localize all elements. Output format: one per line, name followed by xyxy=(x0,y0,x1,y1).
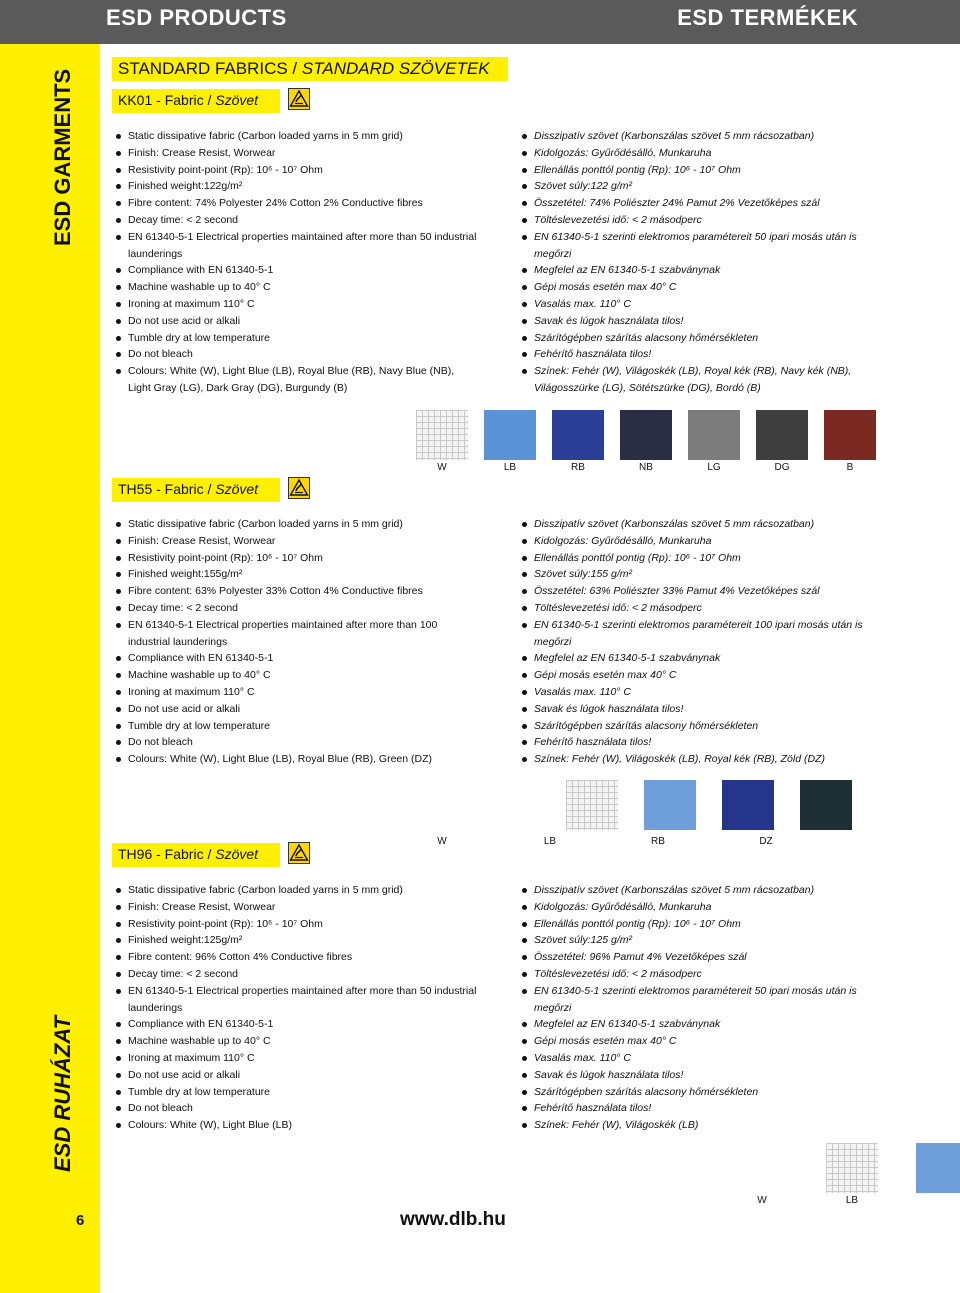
spec-item: Savak és lúgok használata tilos! xyxy=(522,1067,884,1084)
section-title-en: STANDARD FABRICS / xyxy=(118,59,302,78)
fabric-swatch-nb xyxy=(620,410,672,460)
product-code-hu: Szövet xyxy=(215,481,259,497)
spec-item: Colours: White (W), Light Blue (LB), Royal Blue (RB), Green (DZ) xyxy=(116,751,478,768)
spec-item: Vasalás max. 110° C xyxy=(522,1050,884,1067)
spec-item: Compliance with EN 61340-5-1 xyxy=(116,262,478,279)
spec-item: Ironing at maximum 110° C xyxy=(116,684,478,701)
spec-item: Finish: Crease Resist, Worwear xyxy=(116,533,478,550)
spec-item: Machine washable up to 40° C xyxy=(116,279,478,296)
spec-list-hu xyxy=(522,516,884,768)
fabric-swatch-lb xyxy=(916,1143,960,1193)
spec-item: Finished weight:125g/m² xyxy=(116,932,478,949)
section-title-hu: STANDARD SZÖVETEK xyxy=(301,59,490,78)
spec-item: Static dissipative fabric (Carbon loaded yarns in 5 mm grid) xyxy=(116,882,478,899)
spec-item: Do not use acid or alkali xyxy=(116,1067,478,1084)
spec-item: Tumble dry at low temperature xyxy=(116,718,478,735)
spec-item: Fibre content: 63% Polyester 33% Cotton 4% Conductive fibres xyxy=(116,583,478,600)
spec-item: Ironing at maximum 110° C xyxy=(116,1050,478,1067)
spec-item: Megfelel az EN 61340-5-1 szabványnak xyxy=(522,650,884,667)
spec-item: Gépi mosás esetén max 40° C xyxy=(522,1033,884,1050)
spec-item: Do not use acid or alkali xyxy=(116,701,478,718)
spec-item: Színek: Fehér (W), Világoskék (LB), Royal kék (RB), Zöld (DZ) xyxy=(522,751,884,768)
spec-item: Színek: Fehér (W), Világoskék (LB) xyxy=(522,1117,884,1134)
spec-item: Resistivity point-point (Rp): 10⁶ - 10⁷ Ohm xyxy=(116,550,478,567)
spec-list-en xyxy=(116,516,478,768)
spec-item: Töltéslevezetési idő: < 2 másodperc xyxy=(522,966,884,983)
spec-item: Fehérítő használata tilos! xyxy=(522,1100,884,1117)
spec-item: Savak és lúgok használata tilos! xyxy=(522,701,884,718)
product-title xyxy=(112,843,280,867)
fabric-swatch-b xyxy=(824,410,876,460)
spec-item: Static dissipative fabric (Carbon loaded yarns in 5 mm grid) xyxy=(116,516,478,533)
fabric-swatch-lb xyxy=(484,410,536,460)
spec-item: Decay time: < 2 second xyxy=(116,600,478,617)
spec-item: Do not use acid or alkali xyxy=(116,313,478,330)
spec-item: Do not bleach xyxy=(116,346,478,363)
spec-item: Disszipatív szövet (Karbonszálas szövet 5 mm rácsozatban) xyxy=(522,882,884,899)
swatch-label: DG xyxy=(774,462,790,473)
spec-item: Fibre content: 96% Cotton 4% Conductive fibres xyxy=(116,949,478,966)
fabric-swatch-lb xyxy=(644,780,696,830)
page-header xyxy=(0,0,960,44)
spec-item: EN 61340-5-1 szerinti elektromos paramétereit 50 ipari mosás után is megőrzi xyxy=(522,229,884,263)
fabric-swatch-rb xyxy=(552,410,604,460)
spec-item: Decay time: < 2 second xyxy=(116,212,478,229)
spec-item: Compliance with EN 61340-5-1 xyxy=(116,650,478,667)
spec-item: EN 61340-5-1 szerinti elektromos paramétereit 50 ipari mosás után is megőrzi xyxy=(522,983,884,1017)
spec-item: Finish: Crease Resist, Worwear xyxy=(116,145,478,162)
spec-item: Tumble dry at low temperature xyxy=(116,330,478,347)
spec-item: Gépi mosás esetén max 40° C xyxy=(522,279,884,296)
fabric-swatch-w xyxy=(566,780,618,830)
spec-item: Resistivity point-point (Rp): 10⁶ - 10⁷ Ohm xyxy=(116,916,478,933)
spec-item: Disszipatív szövet (Karbonszálas szövet 5 mm rácsozatban) xyxy=(522,128,884,145)
spec-item: Ellenállás ponttól pontig (Rp): 10⁶ - 10⁷ Ohm xyxy=(522,162,884,179)
spec-item: Fibre content: 74% Polyester 24% Cotton 2% Conductive fibres xyxy=(116,195,478,212)
fabric-swatch-dz xyxy=(800,780,852,830)
spec-item: Finished weight:155g/m² xyxy=(116,566,478,583)
spec-item: Gépi mosás esetén max 40° C xyxy=(522,667,884,684)
section-title xyxy=(112,57,508,81)
swatch-label: DZ xyxy=(759,836,773,847)
spec-item: Összetétel: 74% Poliészter 24% Pamut 2% Vezetőképes szál xyxy=(522,195,884,212)
spec-item: Megfelel az EN 61340-5-1 szabványnak xyxy=(522,1016,884,1033)
product-code: KK01 - Fabric / xyxy=(118,92,216,108)
spec-item: Szövet súly:122 g/m² xyxy=(522,178,884,195)
spec-item: Do not bleach xyxy=(116,1100,478,1117)
spec-item: Savak és lúgok használata tilos! xyxy=(522,313,884,330)
spec-item: Ellenállás ponttól pontig (Rp): 10⁶ - 10⁷ Ohm xyxy=(522,550,884,567)
spec-item: Töltéslevezetési idő: < 2 másodperc xyxy=(522,600,884,617)
spec-item: Vasalás max. 110° C xyxy=(522,296,884,313)
spec-item: Disszipatív szövet (Karbonszálas szövet 5 mm rácsozatban) xyxy=(522,516,884,533)
spec-item: EN 61340-5-1 Electrical properties maintained after more than 50 industrial launderings xyxy=(116,983,478,1017)
sidebar-label-en: ESD GARMENTS xyxy=(50,68,75,246)
swatch-label: W xyxy=(437,462,447,473)
spec-item: Szárítógépben szárítás alacsony hőmérsékleten xyxy=(522,718,884,735)
swatch-label: RB xyxy=(571,462,585,473)
spec-item: Finish: Crease Resist, Worwear xyxy=(116,899,478,916)
spec-item: Machine washable up to 40° C xyxy=(116,667,478,684)
spec-item: Tumble dry at low temperature xyxy=(116,1084,478,1101)
fabric-swatch-w xyxy=(416,410,468,460)
product-title xyxy=(112,478,280,502)
header-title-en: ESD PRODUCTS xyxy=(106,5,287,30)
swatch-label: LB xyxy=(503,462,517,473)
spec-item: Decay time: < 2 second xyxy=(116,966,478,983)
fabric-swatch-dg xyxy=(756,410,808,460)
swatch-label: W xyxy=(437,836,447,847)
page-number: 6 xyxy=(76,1212,85,1229)
spec-item: Kidolgozás: Gyűrődésálló, Munkaruha xyxy=(522,145,884,162)
spec-list-en xyxy=(116,882,478,1134)
spec-item: Fehérítő használata tilos! xyxy=(522,346,884,363)
spec-item: Színek: Fehér (W), Világoskék (LB), Royal kék (RB), Navy kék (NB), Világosszürke (LG), Sötétszürke (DG), Bordó (B) xyxy=(522,363,884,397)
spec-item: Szárítógépben szárítás alacsony hőmérsékleten xyxy=(522,330,884,347)
spec-item: EN 61340-5-1 Electrical properties maintained after more than 50 industrial launderings xyxy=(116,229,478,263)
header-title-hu: ESD TERMÉKEK xyxy=(677,5,858,30)
swatch-label: LG xyxy=(707,462,721,473)
spec-item: Összetétel: 96% Pamut 4% Vezetőképes szál xyxy=(522,949,884,966)
product-code-hu: Szövet xyxy=(215,92,259,108)
swatch-label: RB xyxy=(651,836,665,847)
swatch-label: LB xyxy=(543,836,557,847)
swatch-label: W xyxy=(757,1195,767,1206)
spec-item: Machine washable up to 40° C xyxy=(116,1033,478,1050)
spec-item: Ellenállás ponttól pontig (Rp): 10⁶ - 10⁷ Ohm xyxy=(522,916,884,933)
spec-item: Static dissipative fabric (Carbon loaded yarns in 5 mm grid) xyxy=(116,128,478,145)
product-code: TH96 - Fabric / xyxy=(118,846,216,862)
spec-item: Finished weight:122g/m² xyxy=(116,178,478,195)
esd-warning-icon xyxy=(288,842,310,864)
spec-item: Megfelel az EN 61340-5-1 szabványnak xyxy=(522,262,884,279)
spec-item: Colours: White (W), Light Blue (LB) xyxy=(116,1117,478,1134)
spec-item: Összetétel: 63% Poliészter 33% Pamut 4% Vezetőképes szál xyxy=(522,583,884,600)
product-code-hu: Szövet xyxy=(215,846,259,862)
spec-item: Vasalás max. 110° C xyxy=(522,684,884,701)
spec-item: Resistivity point-point (Rp): 10⁶ - 10⁷ Ohm xyxy=(116,162,478,179)
spec-item: Colours: White (W), Light Blue (LB), Royal Blue (RB), Navy Blue (NB), Light Gray (LG), Dark Gray (DG), Burgundy (B) xyxy=(116,363,478,397)
fabric-swatch-rb xyxy=(722,780,774,830)
spec-item: Kidolgozás: Gyűrődésálló, Munkaruha xyxy=(522,899,884,916)
sidebar-label-hu: ESD RUHÁZAT xyxy=(50,1015,75,1172)
swatch-label: NB xyxy=(639,462,653,473)
spec-item: EN 61340-5-1 Electrical properties maintained after more than 100 industrial launderings xyxy=(116,617,478,651)
spec-item: Töltéslevezetési idő: < 2 másodperc xyxy=(522,212,884,229)
fabric-swatch-w xyxy=(826,1143,878,1193)
spec-item: Szövet súly:155 g/m² xyxy=(522,566,884,583)
esd-warning-icon xyxy=(288,88,310,110)
spec-list-hu xyxy=(522,882,884,1134)
spec-list-hu xyxy=(522,128,884,397)
esd-warning-icon xyxy=(288,477,310,499)
spec-item: Szárítógépben szárítás alacsony hőmérsékleten xyxy=(522,1084,884,1101)
spec-list-en xyxy=(116,128,478,397)
spec-item: Do not bleach xyxy=(116,734,478,751)
spec-item: Szövet súly:125 g/m² xyxy=(522,932,884,949)
footer-url[interactable]: www.dlb.hu xyxy=(400,1209,506,1230)
swatch-label: B xyxy=(846,462,854,473)
spec-item: EN 61340-5-1 szerinti elektromos paramétereit 100 ipari mosás után is megőrzi xyxy=(522,617,884,651)
product-code: TH55 - Fabric / xyxy=(118,481,216,497)
spec-item: Ironing at maximum 110° C xyxy=(116,296,478,313)
product-title xyxy=(112,89,280,113)
fabric-swatch-lg xyxy=(688,410,740,460)
spec-item: Compliance with EN 61340-5-1 xyxy=(116,1016,478,1033)
spec-item: Fehérítő használata tilos! xyxy=(522,734,884,751)
spec-item: Kidolgozás: Gyűrődésálló, Munkaruha xyxy=(522,533,884,550)
swatch-label: LB xyxy=(845,1195,859,1206)
